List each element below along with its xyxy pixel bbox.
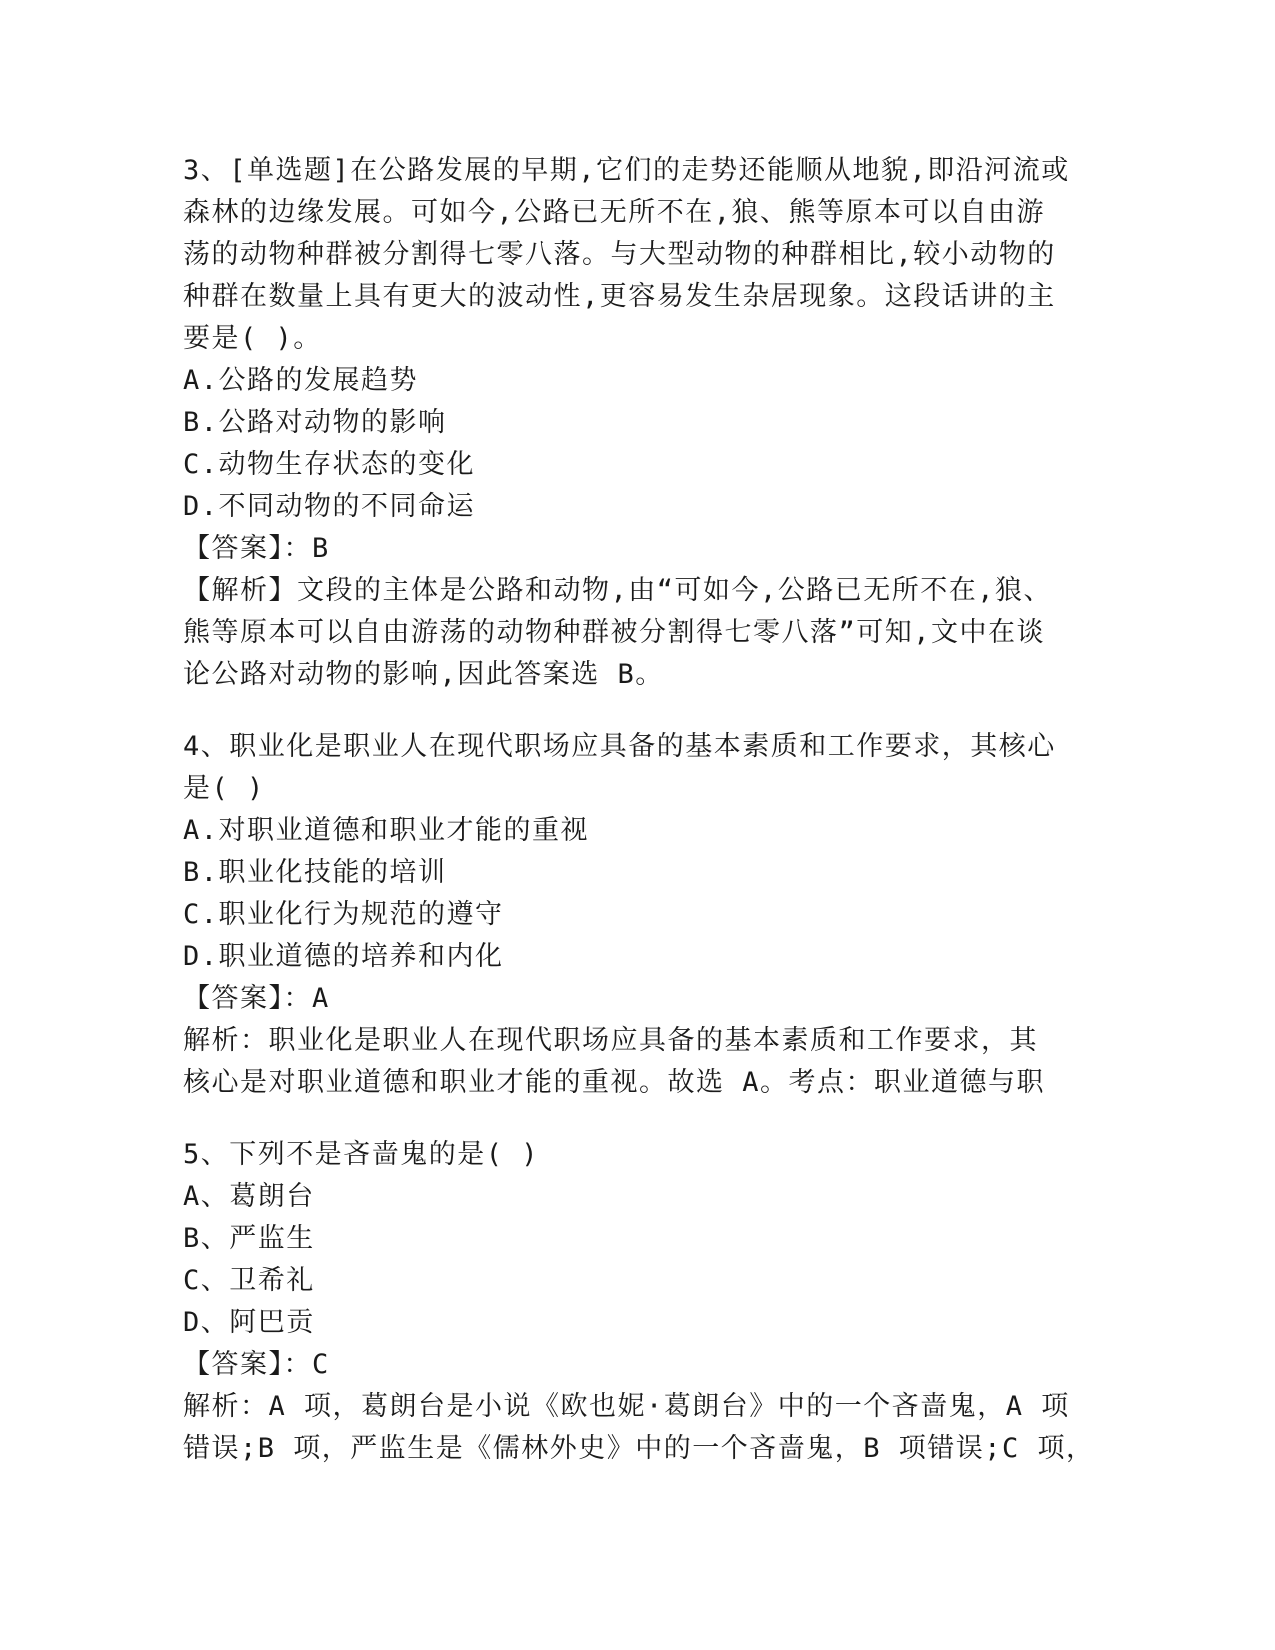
option-c: C.动物生存状态的变化 xyxy=(183,449,476,480)
analysis-line: 核心是对职业道德和职业才能的重视。故选 A。考点：职业道德与职 xyxy=(183,1067,1046,1098)
question-stem-line: 要是( )。 xyxy=(183,323,322,354)
question-gap xyxy=(183,1104,1083,1134)
analysis-line: 熊等原本可以自由游荡的动物种群被分割得七零八落”可知,文中在谈 xyxy=(183,617,1046,648)
option-a: A、葛朗台 xyxy=(183,1181,315,1212)
answer-line: 【答案】：B xyxy=(183,533,330,564)
question-stem-line: 森林的边缘发展。可如今,公路已无所不在,狼、熊等原本可以自由游 xyxy=(183,197,1046,228)
question-stem-line: 种群在数量上具有更大的波动性,更容易发生杂居现象。这段话讲的主 xyxy=(183,281,1056,312)
analysis-line: 论公路对动物的影响,因此答案选 B。 xyxy=(183,659,664,690)
question-gap xyxy=(183,696,1083,726)
option-a: A.对职业道德和职业才能的重视 xyxy=(183,815,590,846)
option-d: D、阿巴贡 xyxy=(183,1307,315,1338)
option-b: B.职业化技能的培训 xyxy=(183,857,447,888)
question-5 xyxy=(183,1134,1095,1470)
option-c: C.职业化行为规范的遵守 xyxy=(183,899,504,930)
question-stem-line: 3、[单选题]在公路发展的早期,它们的走势还能顺从地貌,即沿河流或 xyxy=(183,155,1070,186)
question-stem-line: 4、职业化是职业人在现代职场应具备的基本素质和工作要求，其核心 xyxy=(183,731,1056,762)
analysis-line: 解析：职业化是职业人在现代职场应具备的基本素质和工作要求，其 xyxy=(183,1025,1038,1056)
option-a: A.公路的发展趋势 xyxy=(183,365,419,396)
question-stem-line: 是( ) xyxy=(183,773,265,804)
option-d: D.不同动物的不同命运 xyxy=(183,491,476,522)
answer-line: 【答案】：A xyxy=(183,983,330,1014)
option-b: B.公路对动物的影响 xyxy=(183,407,447,438)
question-stem-line: 荡的动物种群被分割得七零八落。与大型动物的种群相比,较小动物的 xyxy=(183,239,1056,270)
option-c: C、卫希礼 xyxy=(183,1265,315,1296)
question-4 xyxy=(183,726,1083,1104)
option-b: B、严监生 xyxy=(183,1223,315,1254)
answer-line: 【答案】：C xyxy=(183,1349,330,1380)
question-stem-line: 5、下列不是吝啬鬼的是( ) xyxy=(183,1139,540,1170)
analysis-line: 错误;B 项，严监生是《儒林外史》中的一个吝啬鬼，B 项错误;C 项， xyxy=(183,1433,1095,1464)
analysis-line: 【解析】文段的主体是公路和动物,由“可如今,公路已无所不在,狼、 xyxy=(183,575,1053,606)
option-d: D.职业道德的培养和内化 xyxy=(183,941,504,972)
analysis-line: 解析：A 项，葛朗台是小说《欧也妮·葛朗台》中的一个吝啬鬼，A 项 xyxy=(183,1391,1070,1422)
document-content xyxy=(183,150,1095,1470)
question-3 xyxy=(183,150,1083,696)
